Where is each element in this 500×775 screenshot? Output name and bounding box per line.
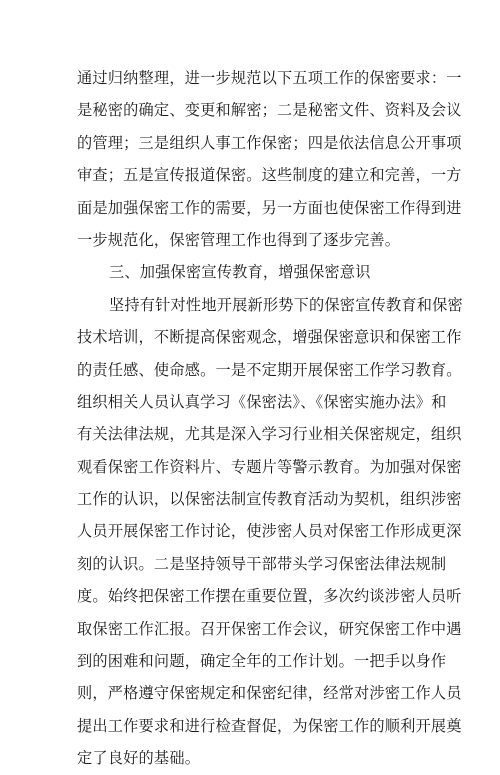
document-body [77,62,463,775]
paragraph-line: 是秘密的确定、变更和解密；二是秘密文件、资料及会议 [77,101,462,120]
section-heading: 三、加强保密宣传教育，增强保密意识 [109,263,371,282]
paragraph-line: 坚持有针对性地开展新形势下的保密宣传教育和保密 [109,295,463,314]
paragraph-line: 面是加强保密工作的需要，另一方面也使保密工作得到进 [77,198,462,217]
paragraph-line: 技术培训，不断提高保密观念，增强保密意识和保密工作 [77,328,462,347]
paragraph-line: 度。始终把保密工作摆在重要位置，多次约谈涉密人员听 [77,587,462,606]
paragraph-line: 审查；五是宣传报道保密。这些制度的建立和完善，一方 [77,166,462,185]
paragraph-line: 提出工作要求和进行检查督促，为保密工作的顺利开展奠 [77,716,462,735]
paragraph-line: 人员开展保密工作讨论，使涉密人员对保密工作形成更深 [77,522,462,541]
paragraph-line: 一步规范化，保密管理工作也得到了逐步完善。 [77,230,401,249]
paragraph-line: 观看保密工作资料片、专题片等警示教育。为加强对保密 [77,457,462,476]
paragraph-line: 工作的认识，以保密法制宣传教育活动为契机，组织涉密 [77,490,462,509]
paragraph-line: 则，严格遵守保密规定和保密纪律，经常对涉密工作人员 [77,684,462,703]
paragraph-line: 有关法律法规，尤其是深入学习行业相关保密规定，组织 [77,425,462,444]
paragraph-line: 定了良好的基础。 [77,749,201,768]
paragraph-line: 通过归纳整理，进一步规范以下五项工作的保密要求：一 [77,69,462,87]
paragraph-line: 组织相关人员认真学习《保密法》、《保密实施办法》和 [77,392,447,411]
paragraph-line: 到的困难和问题，确定全年的工作计划。一把手以身作 [77,652,447,671]
paragraph-line: 刻的认识。二是坚持领导干部带头学习保密法律法规制 [77,554,447,573]
paragraph-line: 的责任感、使命感。一是不定期开展保密工作学习教育。 [77,360,462,379]
paragraph-line: 取保密工作汇报。召开保密工作会议，研究保密工作中遇 [77,619,462,638]
paragraph-line: 的管理；三是组织人事工作保密；四是依法信息公开事项 [77,133,462,152]
